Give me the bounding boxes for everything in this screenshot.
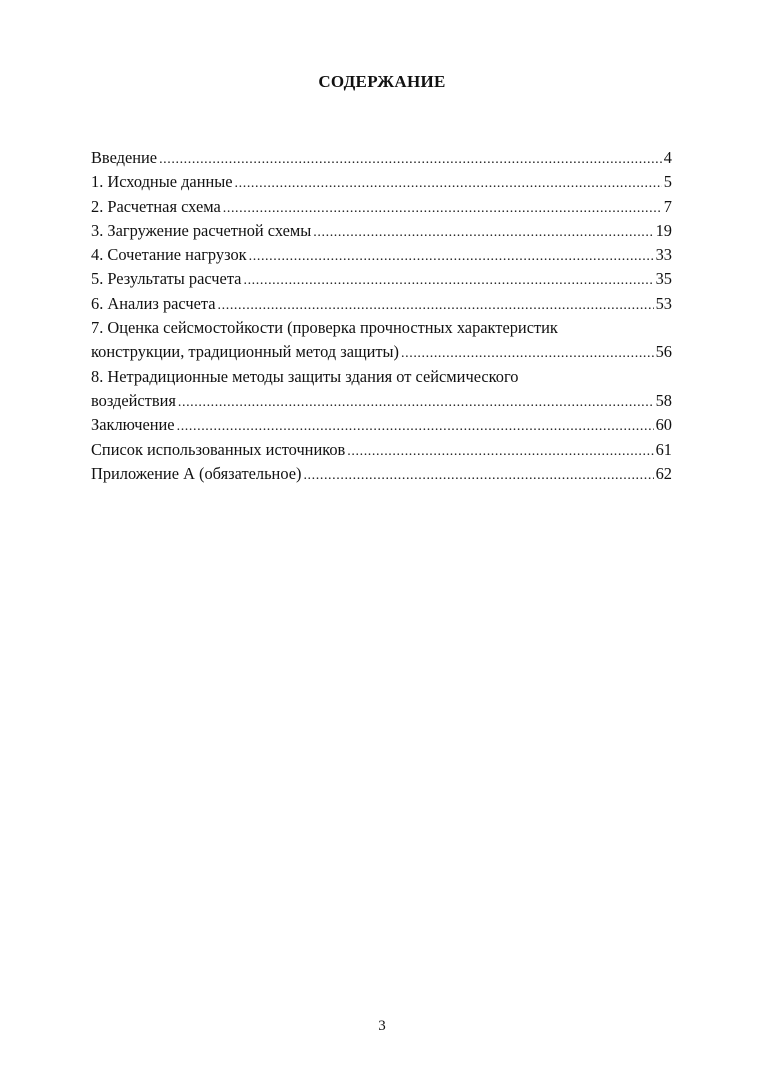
toc-entry-label-line: 7. Оценка сейсмостойкости (проверка прочностных характеристик xyxy=(91,318,558,338)
toc-page-number: 61 xyxy=(655,439,672,459)
toc-page-number: 7 xyxy=(663,196,672,216)
toc-entry-seismic-assessment[interactable] xyxy=(91,316,672,365)
toc-entry-label: 2. Расчетная схема xyxy=(91,196,221,216)
toc-entry-label: Заключение xyxy=(91,415,175,435)
toc-entry-references[interactable] xyxy=(91,438,672,462)
toc-entry-appendix-a[interactable] xyxy=(91,462,672,486)
toc-page-number: 62 xyxy=(655,463,672,483)
dot-leader xyxy=(218,294,654,318)
toc-entry-design-scheme[interactable] xyxy=(91,195,672,219)
toc-entry-label: 5. Результаты расчета xyxy=(91,269,242,289)
dot-leader xyxy=(249,245,654,269)
toc-entry-initial-data[interactable] xyxy=(91,170,672,194)
dot-leader xyxy=(347,440,653,464)
toc-entry-calculation-results[interactable] xyxy=(91,267,672,291)
dot-leader xyxy=(401,342,654,366)
toc-page-number: 53 xyxy=(655,293,672,313)
toc-entry-label: 4. Сочетание нагрузок xyxy=(91,245,247,265)
toc-entry-introduction[interactable] xyxy=(91,146,672,170)
toc-entry-label: конструкции, традиционный метод защиты) xyxy=(91,342,400,362)
toc-page-number: 56 xyxy=(655,342,672,362)
toc-entry-label: Введение xyxy=(91,148,158,167)
toc-page-number: 5 xyxy=(663,172,672,192)
toc-page-number: 35 xyxy=(655,269,672,289)
toc-entry-label: 6. Анализ расчета xyxy=(91,293,216,313)
dot-leader xyxy=(303,464,653,488)
toc-entry-label: воздействия xyxy=(91,390,176,410)
page-title: СОДЕРЖАНИЕ xyxy=(318,72,446,91)
dot-leader xyxy=(159,148,662,172)
toc-entry-label: Приложение А (обязательное) xyxy=(91,463,302,483)
toc-entry-label: Список использованных источников xyxy=(91,439,346,459)
dot-leader xyxy=(243,269,653,293)
toc-entry-label-line: 8. Нетрадиционные методы защиты здания от сейсмического xyxy=(91,366,519,386)
toc-entry-label: 3. Загружение расчетной схемы xyxy=(91,220,312,240)
toc-page-number: 60 xyxy=(655,415,672,435)
dot-leader xyxy=(178,391,654,415)
toc-page-number: 4 xyxy=(663,148,672,167)
toc-entry-calculation-analysis[interactable] xyxy=(91,292,672,316)
toc-page-number: 58 xyxy=(655,390,672,410)
dot-leader xyxy=(313,221,653,245)
toc-page-number: 33 xyxy=(655,245,672,265)
dot-leader xyxy=(177,415,654,439)
dot-leader xyxy=(223,197,662,221)
page-number: 3 xyxy=(378,1018,386,1034)
table-of-contents xyxy=(91,146,672,486)
toc-entry-scheme-loading[interactable] xyxy=(91,219,672,243)
toc-entry-label: 1. Исходные данные xyxy=(91,172,233,192)
dot-leader xyxy=(235,172,662,196)
toc-entry-nontraditional-protection[interactable] xyxy=(91,365,672,414)
toc-page-number: 19 xyxy=(655,220,672,240)
toc-entry-conclusion[interactable] xyxy=(91,413,672,437)
toc-entry-load-combination[interactable] xyxy=(91,243,672,267)
